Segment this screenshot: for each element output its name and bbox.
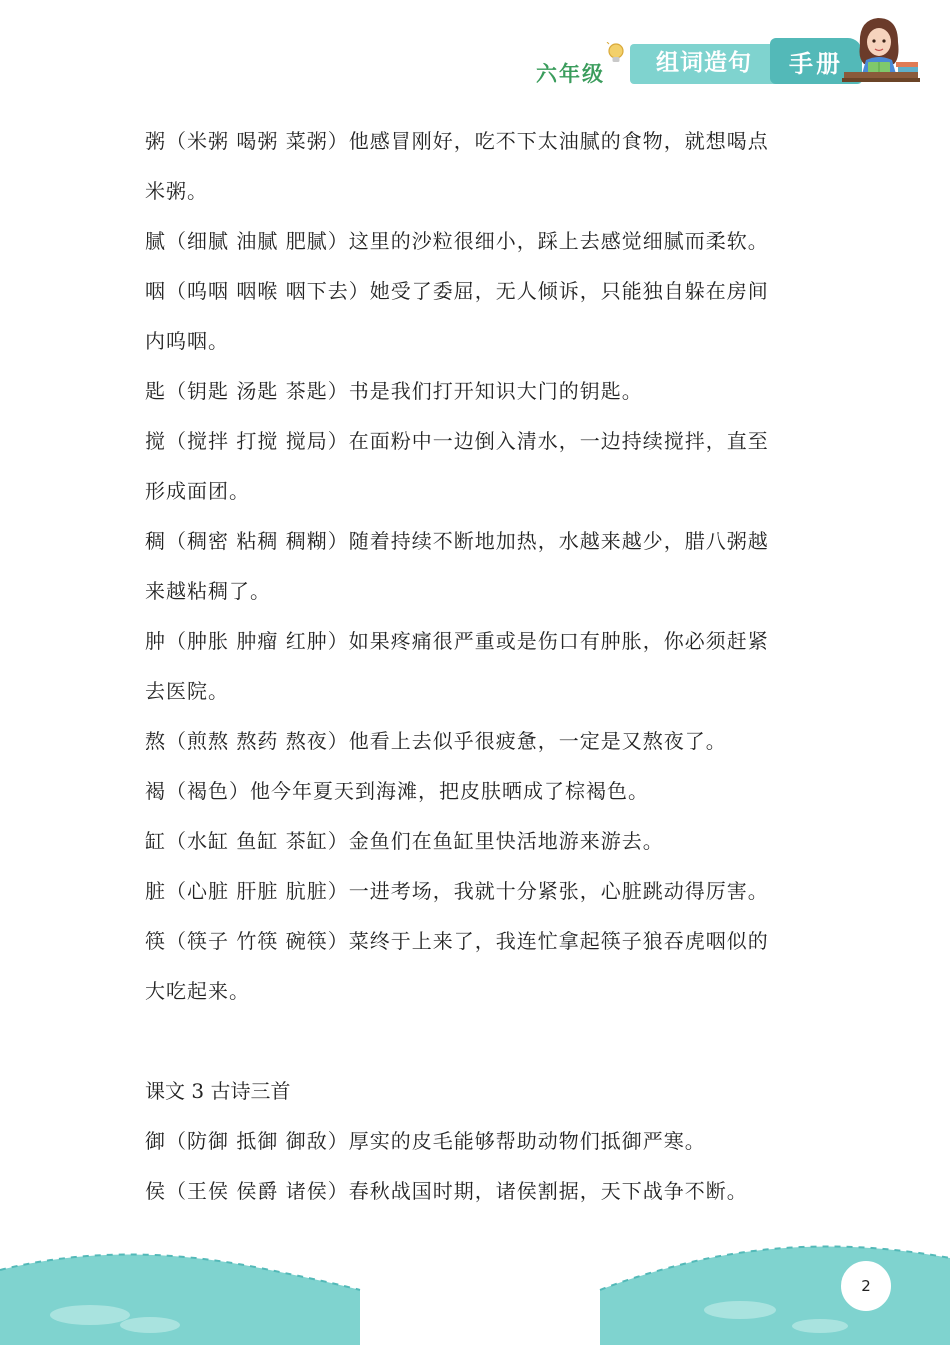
text-line-7: 搅（搅拌 打搅 搅局）在面粉中一边倒入清水，一边持续搅拌，直至: [145, 429, 769, 453]
page-header: [0, 0, 950, 100]
text-line-3: 腻（细腻 油腻 肥腻）这里的沙粒很细小，踩上去感觉细腻而柔软。: [145, 229, 769, 253]
handbook-banner: [630, 44, 862, 84]
text-line-11: 肿（肿胀 肿瘤 红肿）如果疼痛很严重或是伤口有肿胀，你必须赶紧: [145, 629, 769, 653]
lightbulb-icon: [606, 42, 626, 66]
text-line-2: 米粥。: [145, 179, 208, 203]
text-line-13: 熬（煎熬 熬药 熬夜）他看上去似乎很疲惫，一定是又熬夜了。: [145, 729, 727, 753]
text-line-8: 形成面团。: [145, 479, 250, 503]
text-line-15: 缸（水缸 鱼缸 茶缸）金鱼们在鱼缸里快活地游来游去。: [145, 829, 664, 853]
banner-title: 组词造句: [656, 50, 752, 76]
section-title: 课文 3 古诗三首: [145, 1079, 291, 1103]
teacher-reading-illustration: [838, 12, 922, 86]
text-line-1: 粥（米粥 喝粥 菜粥）他感冒刚好，吃不下太油腻的食物，就想喝点: [145, 129, 769, 153]
content-body: [145, 116, 810, 1216]
text-line-16: 脏（心脏 肝脏 肮脏）一进考场，我就十分紧张，心脏跳动得厉害。: [145, 879, 769, 903]
banner-subtitle: 手册: [789, 50, 843, 78]
grade-label: 六年级: [536, 62, 605, 86]
text-line-14: 褐（褐色）他今年夏天到海滩，把皮肤晒成了棕褐色。: [145, 779, 649, 803]
page-number: 2: [838, 1258, 894, 1314]
text-line-17: 筷（筷子 竹筷 碗筷）菜终于上来了，我连忙拿起筷子狼吞虎咽似的: [145, 929, 769, 953]
text-line-18: 大吃起来。: [145, 979, 250, 1003]
footer-wave-decoration: [0, 1230, 950, 1345]
text-line-4: 咽（呜咽 咽喉 咽下去）她受了委屈，无人倾诉，只能独自躲在房间: [145, 279, 769, 303]
text-line-6: 匙（钥匙 汤匙 茶匙）书是我们打开知识大门的钥匙。: [145, 379, 643, 403]
section-line-1: 御（防御 抵御 御敌）厚实的皮毛能够帮助动物们抵御严寒。: [145, 1129, 706, 1153]
text-line-12: 去医院。: [145, 679, 229, 703]
section-spacer: [145, 1016, 810, 1066]
text-line-5: 内呜咽。: [145, 329, 229, 353]
text-line-10: 来越粘稠了。: [145, 579, 271, 603]
text-line-9: 稠（稠密 粘稠 稠糊）随着持续不断地加热，水越来越少，腊八粥越: [145, 529, 769, 553]
section-line-2: 侯（王侯 侯爵 诸侯）春秋战国时期，诸侯割据，天下战争不断。: [145, 1179, 748, 1203]
